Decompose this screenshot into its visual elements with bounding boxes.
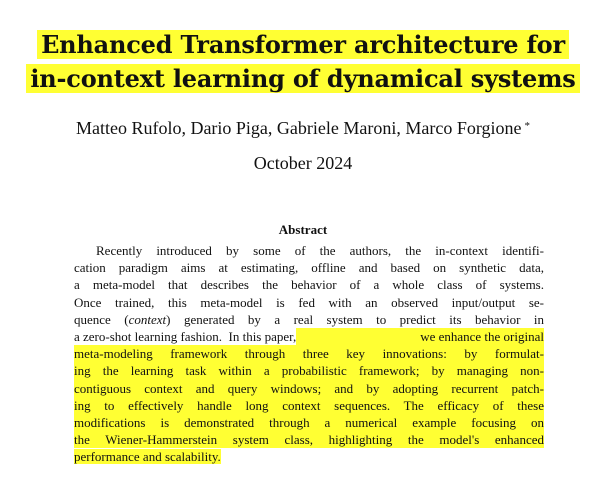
paper-title xyxy=(0,28,606,96)
abstract-heading: Abstract xyxy=(278,222,328,237)
abstract-line-7: meta-modeling framework through three key innovations: by formulat- xyxy=(74,346,544,362)
abstract-line-1: Recently introduced by some of the authors, the in-context identifi- xyxy=(96,243,544,258)
abstract-line-6: a zero-shot learning fashion. In this paper, we enhance the original xyxy=(74,329,544,345)
publication-date: October 2024 xyxy=(253,153,353,173)
abstract-body xyxy=(74,242,544,466)
abstract-line-12: the Wiener-Hammerstein system class, highlighting the model's enhanced xyxy=(74,432,544,448)
authors-text: Matteo Rufolo, Dario Piga, Gabriele Maroni, Marco Forgione xyxy=(75,118,522,138)
title-line-2: in-context learning of dynamical systems xyxy=(26,64,579,93)
abstract-line-9: contiguous context and query windows; and by adopting recurrent patch- xyxy=(74,380,544,396)
author-list xyxy=(0,117,606,139)
abstract-line-4: Once trained, this meta-model is fed with an observed input/output se- xyxy=(74,294,544,310)
context-term: context xyxy=(128,311,167,327)
abstract-line-11: modifications is demonstrated through a numerical example focusing on xyxy=(74,415,544,431)
abstract-line-2: cation paradigm aims at estimating, offline and based on synthetic data, xyxy=(74,260,544,276)
abstract-line-5: quence (context) generated by a real system to predict its behavior in xyxy=(74,311,545,327)
abstract-line-10: ing to effectively handle long context sequences. The efficacy of these xyxy=(74,397,544,413)
highlight-start: we enhance the original xyxy=(296,328,544,345)
abstract-line-8: ing the learning task within a probabilistic framework; by managing non- xyxy=(74,363,544,379)
author-footnote-mark: * xyxy=(524,120,531,132)
abstract-line-13: performance and scalability. xyxy=(74,449,221,465)
title-line-1: Enhanced Transformer architecture for xyxy=(37,30,569,59)
abstract-line-3: a meta-model that describes the behavior of a whole class of systems. xyxy=(74,277,544,293)
